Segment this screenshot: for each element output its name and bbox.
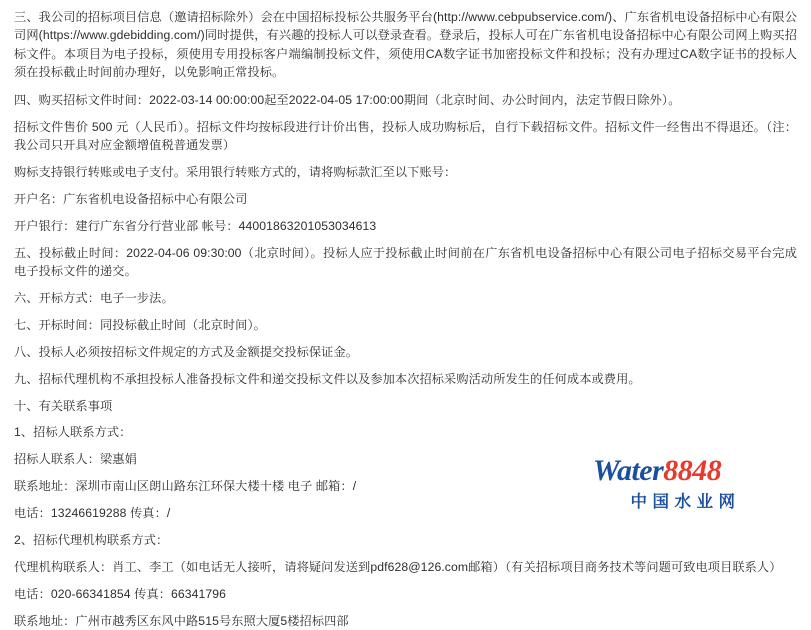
paragraph: 八、投标人必须按招标文件规定的方式及金额提交投标保证金。	[14, 344, 359, 359]
paragraph: 四、购买招标文件时间：2022-03-14 00:00:00起至2022-04-05 17:00:00期间（北京时间、办公时间内，法定节假日除外）。	[14, 92, 681, 107]
watermark-subtitle: 中国水业网	[630, 493, 741, 511]
paragraph: 2、招标代理机构联系方式：	[14, 533, 169, 548]
watermark-brand-text: Water	[593, 454, 664, 487]
paragraph: 招标人联系人：梁惠娟	[14, 452, 137, 467]
paragraph: 联系地址：广州市越秀区东风中路515号东照大厦5楼招标四部	[14, 613, 349, 628]
paragraph: 五、投标截止时间：2022-04-06 09:30:00（北京时间）。投标人应于投标截止时间前在广东省机电设备招标中心有限公司电子招标交易平台完成电子投标文件的递交。	[14, 245, 797, 278]
paragraph: 代理机构联系人：肖工、李工（如电话无人接听，请将疑问发送到pdf628@126.com邮箱）（有关招标项目商务技术等问题可致电项目联系人）	[14, 559, 782, 574]
paragraph: 十、有关联系事项	[14, 398, 113, 413]
paragraph: 七、开标时间：同投标截止时间（北京时间）。	[14, 317, 266, 332]
watermark-brand-number: 8848	[663, 454, 722, 487]
paragraph: 开户银行：建行广东省分行营业部 帐号：44001863201053034613	[14, 218, 377, 233]
paragraph: 1、招标人联系方式：	[14, 425, 132, 440]
paragraph: 九、招标代理机构不承担投标人准备投标文件和递交投标文件以及参加本次招标采购活动所发生的任何成本或费用。	[14, 371, 641, 386]
paragraph: 六、开标方式：电子一步法。	[14, 290, 174, 305]
paragraph: 招标文件售价 500 元（人民币）。招标文件均按标段进行计价出售，投标人成功购标后，自行下载招标文件。招标文件一经售出不得退还。（注：我公司只开具对应金额增值税普通发票）	[14, 119, 797, 152]
paragraph: 电话：020-66341854 传真：66341796	[14, 586, 227, 601]
paragraph: 联系地址：深圳市南山区朗山路东江环保大楼十楼 电子 邮箱：/	[14, 479, 357, 494]
paragraph: 开户名：广东省机电设备招标中心有限公司	[14, 191, 248, 206]
paragraph: 三、我公司的招标项目信息（邀请招标除外）会在中国招标投标公共服务平台(http://www.cebpubservice.com/)、广东省机电设备招标中心有限公司网(https://www.gdebidding.com/)同时提供，有兴趣的投标人可以登录查看。登录后，投标人可在广东省机电设备招标中心有限公司网上购买招标文件。本项目为电子投标，须使用专用投标客户端编制投标文件，须使用CA数字证书加密投标文件和投标；没有办理过CA数字证书的投标人须在投标截止时间前办理好，以免影响正常投标。	[14, 10, 797, 80]
paragraph: 电话：13246619288 传真：/	[14, 506, 171, 521]
paragraph: 购标支持银行转账或电子支付。采用银行转账方式的，请将购标款汇至以下账号：	[14, 164, 457, 179]
